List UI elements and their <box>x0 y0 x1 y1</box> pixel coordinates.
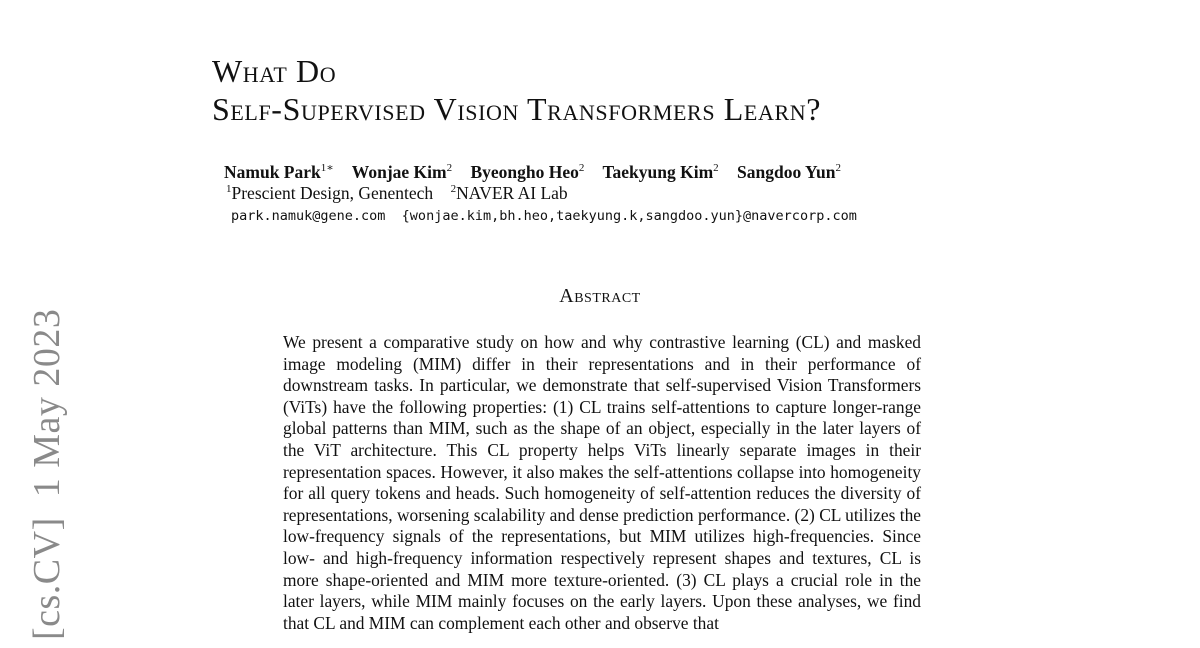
affiliations <box>226 183 568 204</box>
author-mark: 2 <box>578 162 585 174</box>
author-name: Taekyung Kim <box>602 161 714 182</box>
author-mark: 2 <box>446 162 453 174</box>
author-name: Namuk Park <box>224 161 321 182</box>
author-name: Byeongho Heo <box>470 161 579 182</box>
affiliation-mark: 2 <box>450 183 457 196</box>
author-name: Wonjae Kim <box>351 161 447 182</box>
affiliation-mark: 1 <box>226 183 232 196</box>
author <box>737 162 841 182</box>
author-emails: park.namuk@gene.com {wonjae.kim,bh.heo,taekyung.k,sangdoo.yun}@navercorp.com <box>231 208 857 224</box>
author <box>602 162 718 182</box>
author-mark: 1∗ <box>320 162 334 174</box>
abstract-heading: Abstract <box>559 285 641 307</box>
author <box>470 162 584 182</box>
author-mark: 2 <box>713 162 719 174</box>
author <box>224 162 334 182</box>
affiliation-name: Prescient Design, Genentech <box>231 183 434 203</box>
author-name: Sangdoo Yun <box>737 161 836 182</box>
paper-title <box>212 52 821 128</box>
arxiv-side-stamp: [cs.CV] 1 May 2023 <box>26 308 68 640</box>
affiliation-name: NAVER AI Lab <box>456 183 568 203</box>
author-list <box>224 161 855 183</box>
abstract-text: We present a comparative study on how and why contrastive learning (CL) and masked image modeling (MIM) differ in their representations and in their performance of downstream tasks. In particular, we demonstrate that self-supervised Vision Transformers (ViTs) have the following properties: (1) CL trains self-attentions to capture longer-range global patterns than MIM, such as the shape of an object, especially in the later layers of the ViT architecture. This CL property helps ViTs linearly separate images in their representation spaces. However, it also makes the self-attentions collapse into homogeneity for all query tokens and heads. Such homogeneity of self-attention reduces the diversity of representations, worsening scalability and dense prediction performance. (2) CL utilizes the low-frequency signals of the representations, but MIM utilizes high-frequencies. Since low- and high-frequency information respectively represent shapes and textures, CL is more shape-oriented and MIM more texture-oriented. (3) CL plays a crucial role in the later layers, while MIM mainly focuses on the early layers. Upon these analyses, we find that CL and MIM can complement each other and observe that <box>283 332 921 633</box>
author-mark: 2 <box>835 162 841 174</box>
title-line-2: Self-Supervised Vision Transformers Learn? <box>212 91 822 127</box>
title-line-1: What Do <box>212 53 337 89</box>
author <box>352 162 452 182</box>
